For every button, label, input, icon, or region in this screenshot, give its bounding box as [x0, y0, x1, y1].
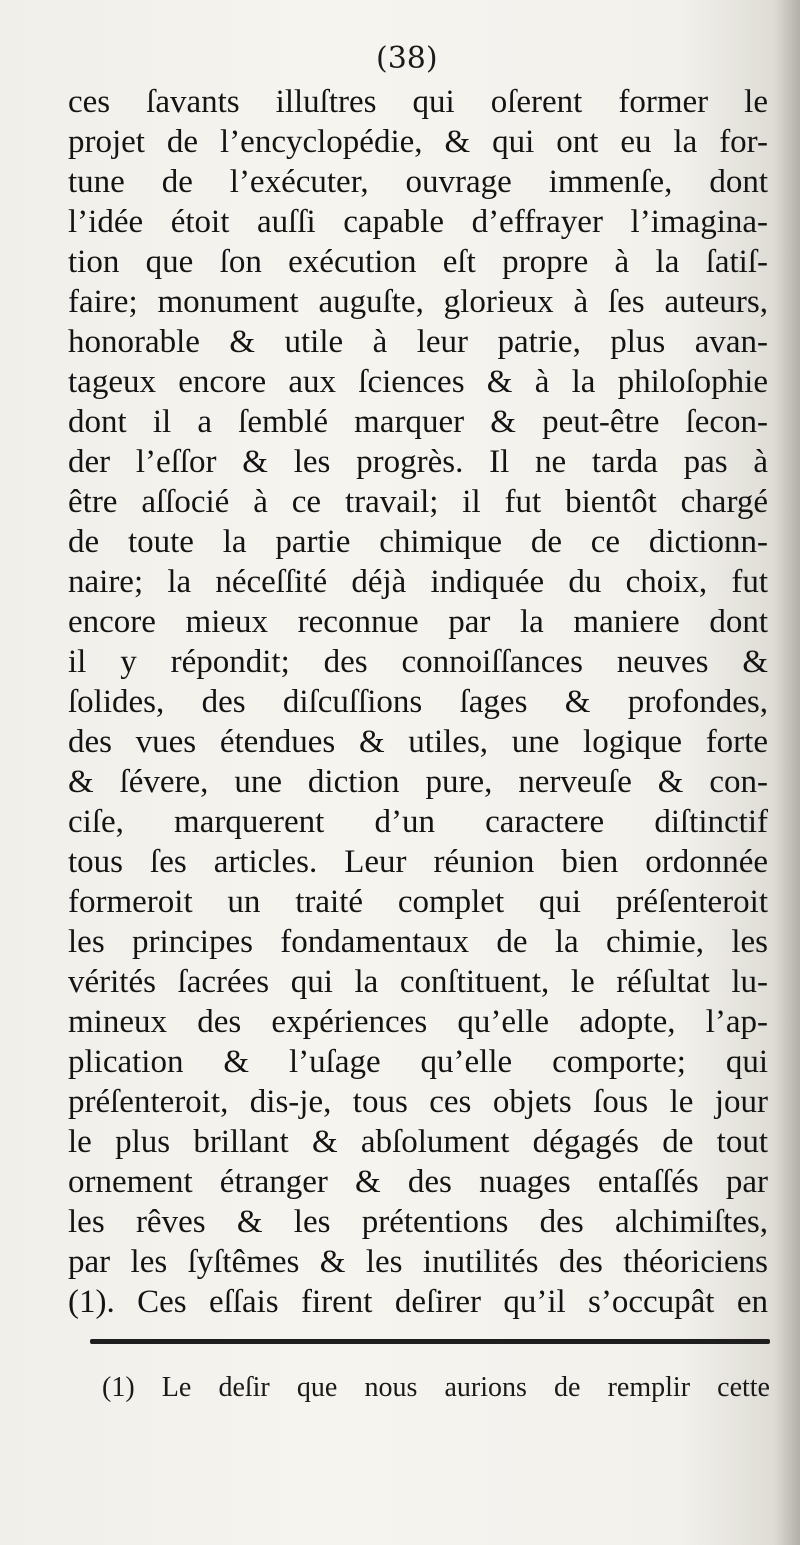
- text-line: les principes fondamentaux de la chimie, les: [68, 924, 768, 960]
- text-line: mineux des expériences qu’elle adopte, l’ap-: [68, 1004, 768, 1040]
- text-line: & ſévere, une diction pure, nerveuſe & con-: [68, 764, 768, 800]
- text-line: ſolides, des diſcuſſions ſages & profondes,: [68, 684, 768, 720]
- text-line: être aſſocié à ce travail; il fut bientôt chargé: [68, 484, 768, 520]
- text-line: naire; la néceſſité déjà indiquée du choix, fut: [68, 564, 768, 600]
- text-line: de toute la partie chimique de ce dictionn-: [68, 524, 768, 560]
- text-line: il y répondit; des connoiſſances neuves &: [68, 644, 768, 680]
- text-line: tous ſes articles. Leur réunion bien ordonnée: [68, 844, 768, 880]
- text-line: ces ſavants illuſtres qui oſerent former le: [68, 84, 768, 120]
- page-edge-shadow: [774, 0, 800, 1545]
- text-line: tion que ſon exécution eſt propre à la ſatiſ-: [68, 244, 768, 280]
- text-line: l’idée étoit auſſi capable d’effrayer l’imagina-: [68, 204, 768, 240]
- text-line: des vues étendues & utiles, une logique forte: [68, 724, 768, 760]
- text-line: formeroit un traité complet qui préſenteroit: [68, 884, 768, 920]
- text-line: faire; monument auguſte, glorieux à ſes auteurs,: [68, 284, 768, 320]
- text-line: tune de l’exécuter, ouvrage immenſe, dont: [68, 164, 768, 200]
- text-line: (1). Ces eſſais firent deſirer qu’il s’occupât en: [68, 1284, 768, 1320]
- text-line: ciſe, marquerent d’un caractere diſtinctif: [68, 804, 768, 840]
- text-line: der l’eſſor & les progrès. Il ne tarda pas à: [68, 444, 768, 480]
- text-line: honorable & utile à leur patrie, plus avan-: [68, 324, 768, 360]
- text-line: par les ſyſtêmes & les inutilités des théoriciens: [68, 1244, 768, 1280]
- text-line: tageux encore aux ſciences & à la philoſophie: [68, 364, 768, 400]
- text-line: dont il a ſemblé marquer & peut-être ſecon-: [68, 404, 768, 440]
- text-line: vérités ſacrées qui la conſtituent, le réſultat lu-: [68, 964, 768, 1000]
- text-line: ornement étranger & des nuages entaſſés par: [68, 1164, 768, 1200]
- text-line: préſenteroit, dis-je, tous ces objets ſous le jour: [68, 1084, 768, 1120]
- text-line: plication & l’uſage qu’elle comporte; qui: [68, 1044, 768, 1080]
- body-text: [68, 82, 768, 1322]
- text-line: encore mieux reconnue par la maniere dont: [68, 604, 768, 640]
- text-line: les rêves & les prétentions des alchimiſtes,: [68, 1204, 768, 1240]
- text-line: projet de l’encyclopédie, & qui ont eu la for-: [68, 124, 768, 160]
- text-line: le plus brillant & abſolument dégagés de tout: [68, 1124, 768, 1160]
- page-number: (38): [376, 41, 438, 76]
- footnote: (1) Le deſir que nous aurions de remplir cette: [102, 1372, 770, 1403]
- footnote-divider: [90, 1339, 770, 1344]
